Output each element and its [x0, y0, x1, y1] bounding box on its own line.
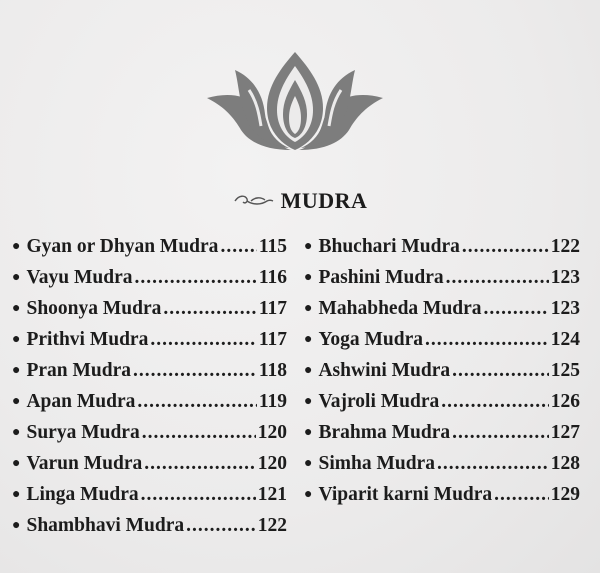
toc-entry-name: Linga Mudra: [26, 484, 139, 505]
toc-entry-page: 117: [258, 298, 287, 319]
bullet-icon: ●: [12, 270, 21, 285]
bullet-icon: ●: [12, 425, 21, 440]
toc-entry-name: Simha Mudra: [318, 453, 435, 474]
toc-entry-name: Pashini Mudra: [318, 267, 444, 288]
toc-entry: [304, 484, 580, 515]
toc-entry-name: Vajroli Mudra: [318, 391, 440, 412]
bullet-icon: ●: [304, 270, 313, 285]
swirl-ornament-icon: [233, 194, 275, 208]
toc-entry: [304, 236, 580, 267]
toc-entry: [12, 453, 287, 484]
dot-leader: [150, 329, 256, 351]
toc-entry-name: Prithvi Mudra: [26, 329, 149, 350]
toc-entry-name: Gyan or Dhyan Mudra: [26, 236, 219, 257]
toc-entry-page: 128: [550, 453, 580, 474]
toc-left-column: [12, 236, 287, 546]
toc-entry-name: Brahma Mudra: [318, 422, 451, 443]
toc-entry-page: 126: [550, 391, 580, 412]
toc-entry-name: Shoonya Mudra: [26, 298, 162, 319]
dot-leader: [144, 453, 256, 475]
toc-entry-page: 120: [257, 422, 287, 443]
toc-entry-name: Mahabheda Mudra: [318, 298, 482, 319]
toc-right-column: [304, 236, 580, 515]
toc-entry: [12, 484, 287, 515]
bullet-icon: ●: [304, 301, 313, 316]
toc-entry-page: 120: [257, 453, 287, 474]
dot-leader: [425, 329, 549, 351]
toc-entry: [12, 329, 287, 360]
toc-entry-page: 116: [258, 267, 287, 288]
toc-entry-page: 127: [550, 422, 580, 443]
dot-leader: [141, 484, 256, 506]
toc-entry-name: Varun Mudra: [26, 453, 143, 474]
toc-entry: [12, 267, 287, 298]
toc-entry-page: 119: [258, 391, 287, 412]
toc-entry: [12, 422, 287, 453]
bullet-icon: ●: [12, 487, 21, 502]
section-heading: [200, 184, 400, 218]
dot-leader: [133, 360, 257, 382]
dot-leader: [134, 267, 256, 289]
toc-entry-page: 117: [258, 329, 287, 350]
dot-leader: [446, 267, 549, 289]
dot-leader: [137, 391, 256, 413]
toc-entry-page: 124: [550, 329, 580, 350]
toc-entry: [12, 236, 287, 267]
toc-entry-page: 125: [550, 360, 580, 381]
toc-entry: [304, 422, 580, 453]
bullet-icon: ●: [304, 363, 313, 378]
dot-leader: [452, 422, 549, 444]
bullet-icon: ●: [12, 394, 21, 409]
toc-entry-name: Vayu Mudra: [26, 267, 133, 288]
toc-entry-name: Viparit karni Mudra: [318, 484, 493, 505]
toc-entry: [12, 360, 287, 391]
toc-entry-page: 122: [550, 236, 580, 257]
bullet-icon: ●: [304, 456, 313, 471]
toc-entry: [304, 329, 580, 360]
toc-entry: [12, 298, 287, 329]
bullet-icon: ●: [12, 456, 21, 471]
toc-entry: [304, 360, 580, 391]
toc-entry: [12, 391, 287, 422]
toc-entry: [304, 453, 580, 484]
toc-entry-name: Ashwini Mudra: [318, 360, 451, 381]
dot-leader: [441, 391, 548, 413]
toc-entry-name: Apan Mudra: [26, 391, 136, 412]
toc-entry: [304, 298, 580, 329]
toc-entry-name: Shambhavi Mudra: [26, 515, 185, 536]
bullet-icon: ●: [12, 518, 21, 533]
lotus-icon: [205, 50, 385, 155]
toc-entry-name: Pran Mudra: [26, 360, 132, 381]
dot-leader: [186, 515, 256, 537]
bullet-icon: ●: [304, 487, 313, 502]
bullet-icon: ●: [304, 332, 313, 347]
toc-entry-page: 122: [257, 515, 287, 536]
bullet-icon: ●: [12, 239, 21, 254]
toc-entry: [304, 267, 580, 298]
bullet-icon: ●: [304, 425, 313, 440]
toc-entry-page: 115: [258, 236, 287, 257]
dot-leader: [437, 453, 549, 475]
dot-leader: [462, 236, 549, 258]
toc-entry-name: Yoga Mudra: [318, 329, 424, 350]
toc-entry: [12, 515, 287, 546]
dot-leader: [494, 484, 549, 506]
toc-entry-page: 121: [257, 484, 287, 505]
section-title: MUDRA: [280, 188, 368, 213]
bullet-icon: ●: [12, 301, 21, 316]
toc-entry: [304, 391, 580, 422]
dot-leader: [142, 422, 256, 444]
dot-leader: [484, 298, 549, 320]
toc-entry-page: 123: [550, 298, 580, 319]
dot-leader: [452, 360, 549, 382]
dot-leader: [220, 236, 256, 258]
bullet-icon: ●: [304, 239, 313, 254]
dot-leader: [163, 298, 256, 320]
bullet-icon: ●: [304, 394, 313, 409]
toc-entry-name: Bhuchari Mudra: [318, 236, 460, 257]
toc-entry-page: 123: [550, 267, 580, 288]
toc-entry-page: 118: [258, 360, 287, 381]
toc-entry-page: 129: [550, 484, 580, 505]
bullet-icon: ●: [12, 332, 21, 347]
toc-entry-name: Surya Mudra: [26, 422, 140, 443]
bullet-icon: ●: [12, 363, 21, 378]
